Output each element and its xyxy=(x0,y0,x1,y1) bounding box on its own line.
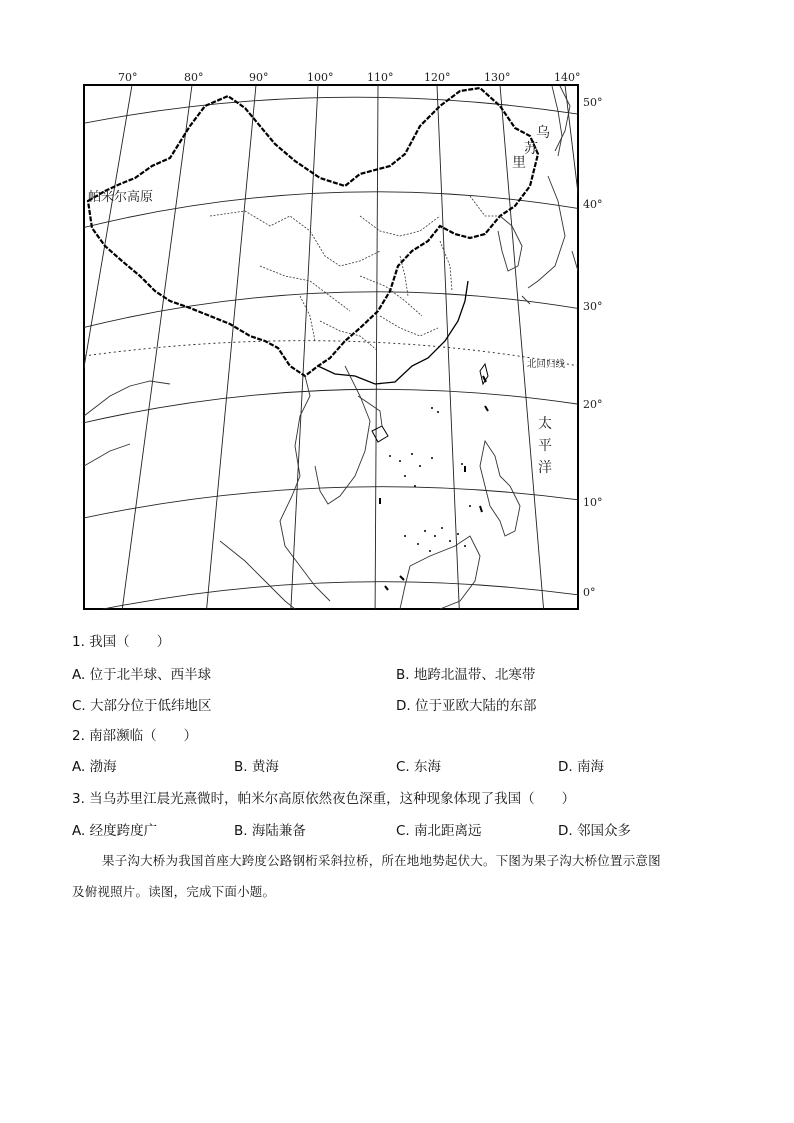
lat-label-50: 50° xyxy=(583,96,603,109)
question-1-option-c: C. 大部分位于低纬地区 xyxy=(72,698,212,714)
latitude-50 xyxy=(70,97,600,126)
lon-label-90: 90° xyxy=(249,71,269,84)
map-graphic xyxy=(60,66,600,616)
passage-line-2: 及俯视照片。读图，完成下面小题。 xyxy=(72,884,276,899)
hainan-island xyxy=(372,426,388,442)
lon-label-70: 70° xyxy=(118,71,138,84)
taiwan-island xyxy=(480,364,488,384)
lon-label-110: 110° xyxy=(367,71,394,84)
meridian-140 xyxy=(565,85,600,616)
lon-label-130: 130° xyxy=(484,71,511,84)
question-2-option-d: D. 南海 xyxy=(558,759,604,775)
place-pamir-plateau: 帕米尔高原 xyxy=(88,190,154,205)
meridian-120 xyxy=(437,85,460,616)
place-pacific-3: 洋 xyxy=(538,460,552,476)
lat-label-40: 40° xyxy=(583,198,603,211)
question-2-option-b: B. 黄海 xyxy=(234,759,279,775)
question-2-stem: 2. 南部濒临（ ） xyxy=(72,728,198,744)
question-3-option-a: A. 经度跨度广 xyxy=(72,823,158,839)
question-2-option-a: A. 渤海 xyxy=(72,759,117,775)
meridian-80 xyxy=(120,85,192,616)
passage-line-1: 果子沟大桥为我国首座大跨度公路钢桁采斜拉桥，所在地地势起伏大。下图为果子沟大桥位置示意图 xyxy=(102,853,661,868)
province-lines xyxy=(210,196,500,351)
lat-label-30: 30° xyxy=(583,300,603,313)
japan-islands xyxy=(522,86,578,304)
meridian-70 xyxy=(60,85,132,616)
place-wusuli-3: 里 xyxy=(512,155,526,171)
place-wusuli-2: 苏 xyxy=(524,141,538,157)
meridian-110 xyxy=(375,85,378,616)
question-3-stem: 3. 当乌苏里江晨光熹微时，帕米尔高原依然夜色深重，这种现象体现了我国（ ） xyxy=(72,791,576,807)
place-wusuli-1: 乌 xyxy=(536,125,550,141)
tropic-of-cancer-line xyxy=(84,341,578,366)
question-2-option-c: C. 东海 xyxy=(396,759,442,775)
latitude-0 xyxy=(70,582,600,616)
philippines xyxy=(480,441,520,536)
question-3-option-b: B. 海陆兼备 xyxy=(234,823,306,839)
indochina-peninsula xyxy=(280,366,382,601)
china-south-coast xyxy=(318,281,468,384)
lat-label-10: 10° xyxy=(583,496,603,509)
lon-label-80: 80° xyxy=(184,71,204,84)
question-1-option-b: B. 地跨北温带、北寒带 xyxy=(396,667,536,683)
latitude-30 xyxy=(70,292,600,331)
lat-label-20: 20° xyxy=(583,398,603,411)
question-3-option-d: D. 邻国众多 xyxy=(558,823,631,839)
place-pacific-1: 太 xyxy=(538,416,552,432)
sumatra xyxy=(220,541,295,609)
question-1-option-a: A. 位于北半球、西半球 xyxy=(72,667,212,683)
lon-label-100: 100° xyxy=(307,71,334,84)
lon-label-140: 140° xyxy=(554,71,581,84)
lon-label-120: 120° xyxy=(424,71,451,84)
latitude-10 xyxy=(70,487,600,521)
meridian-100 xyxy=(290,85,318,616)
china-outline-map xyxy=(60,66,603,616)
place-pacific-2: 平 xyxy=(538,438,552,454)
indian-subcontinent xyxy=(84,381,170,466)
question-3-option-c: C. 南北距离远 xyxy=(396,823,482,839)
lat-label-0: 0° xyxy=(583,586,596,599)
meridian-90 xyxy=(205,85,256,616)
borneo xyxy=(400,536,480,609)
korea-peninsula xyxy=(498,216,522,271)
question-1-stem: 1. 我国（ ） xyxy=(72,634,171,650)
tropic-of-cancer-label: 北回归线 xyxy=(527,359,566,370)
question-1-option-d: D. 位于亚欧大陆的东部 xyxy=(396,698,537,714)
south-china-sea-islands xyxy=(389,407,471,552)
sakhalin-island xyxy=(552,86,562,156)
nine-dash-line xyxy=(380,376,488,590)
